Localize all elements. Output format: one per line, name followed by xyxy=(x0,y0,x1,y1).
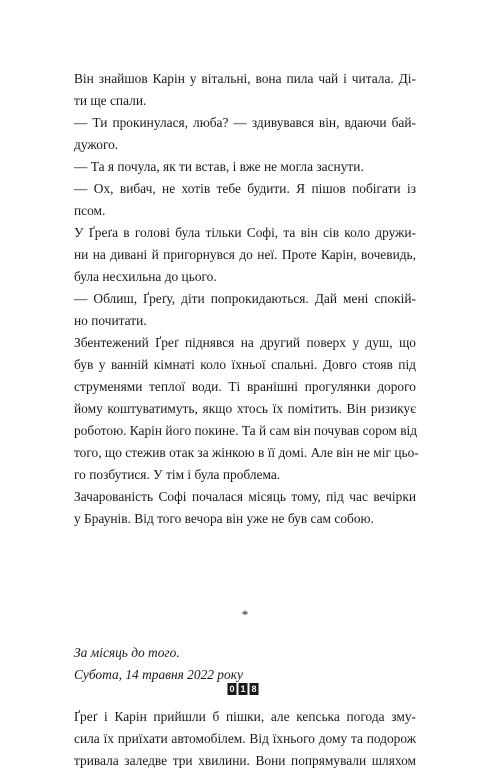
text-line: того, що стежив отак за жінкою в її домі. Але він не міг цьо- xyxy=(74,445,419,460)
text-line: був у ванній кімнаті коло їхньої спальні. Довго стояв під xyxy=(74,357,416,372)
text-line: ни на дивані й пригорнувся до неї. Проте Карін, вочевидь, xyxy=(74,247,416,262)
section-separator: * xyxy=(241,607,249,622)
text-line: Він знайшов Карін у вітальні, вона пила чай і читала. Ді- xyxy=(74,71,416,86)
text-line: у Браунів. Від того вечора він уже не був сам собою. xyxy=(74,511,374,526)
heading-line-1: За місяць до того. xyxy=(74,645,180,660)
text-line: ти ще спали. xyxy=(74,93,147,108)
text-line: йому коштуватимуть, якщо хтось їх помітить. Він ризикує xyxy=(74,401,416,416)
page-number-digit: 1 xyxy=(240,684,246,694)
text-line: но почитати. xyxy=(74,313,147,328)
text-line: струменями теплої води. Ті вранішні прогулянки дорого xyxy=(74,379,416,394)
text-line: Збентежений Ґреґ піднявся на другий поверх у душ, що xyxy=(74,335,416,350)
text-line: Ґреґ і Карін прийшли б пішки, але кепська погода зму- xyxy=(74,709,416,724)
text-line: го позбутися. У тім і була проблема. xyxy=(74,467,281,482)
page-number-digit: 0 xyxy=(229,684,235,694)
text-line: — Облиш, Ґреґу, діти попрокидаються. Дай мені спокій- xyxy=(74,291,416,306)
text-line: — Та я почула, як ти встав, і вже не могла заснути. xyxy=(74,159,364,174)
page-text xyxy=(74,68,419,772)
body-text-section-1 xyxy=(74,68,419,530)
page-number xyxy=(228,683,259,695)
text-line: — Ти прокинулася, люба? — здивувався він, вдаючи бай- xyxy=(74,115,416,130)
heading-line-2: Субота, 14 травня 2022 року xyxy=(74,667,243,682)
text-line: роботою. Карін його покине. Та й сам він почував сором від xyxy=(74,423,418,438)
text-line: Зачарованість Софі почалася місяць тому, під час вечірки xyxy=(74,489,416,504)
text-line: дужого. xyxy=(74,137,119,152)
text-line: У Ґреґа в голові була тільки Софі, та він сів коло дружи- xyxy=(74,225,416,240)
text-line: — Ох, вибач, не хотів тебе будити. Я пішов побігати із xyxy=(74,181,416,196)
chapter-heading xyxy=(74,642,416,686)
text-line: була несхильна до цього. xyxy=(74,269,217,284)
text-line: псом. xyxy=(74,203,106,218)
body-text-section-2 xyxy=(74,706,416,772)
text-line: тривала заледве три хвилини. Вони попрямували шляхом xyxy=(74,753,416,768)
page-number-digit: 8 xyxy=(251,684,257,694)
text-line: сила їх приїхати автомобілем. Від їхнього дому та подорож xyxy=(74,731,416,746)
